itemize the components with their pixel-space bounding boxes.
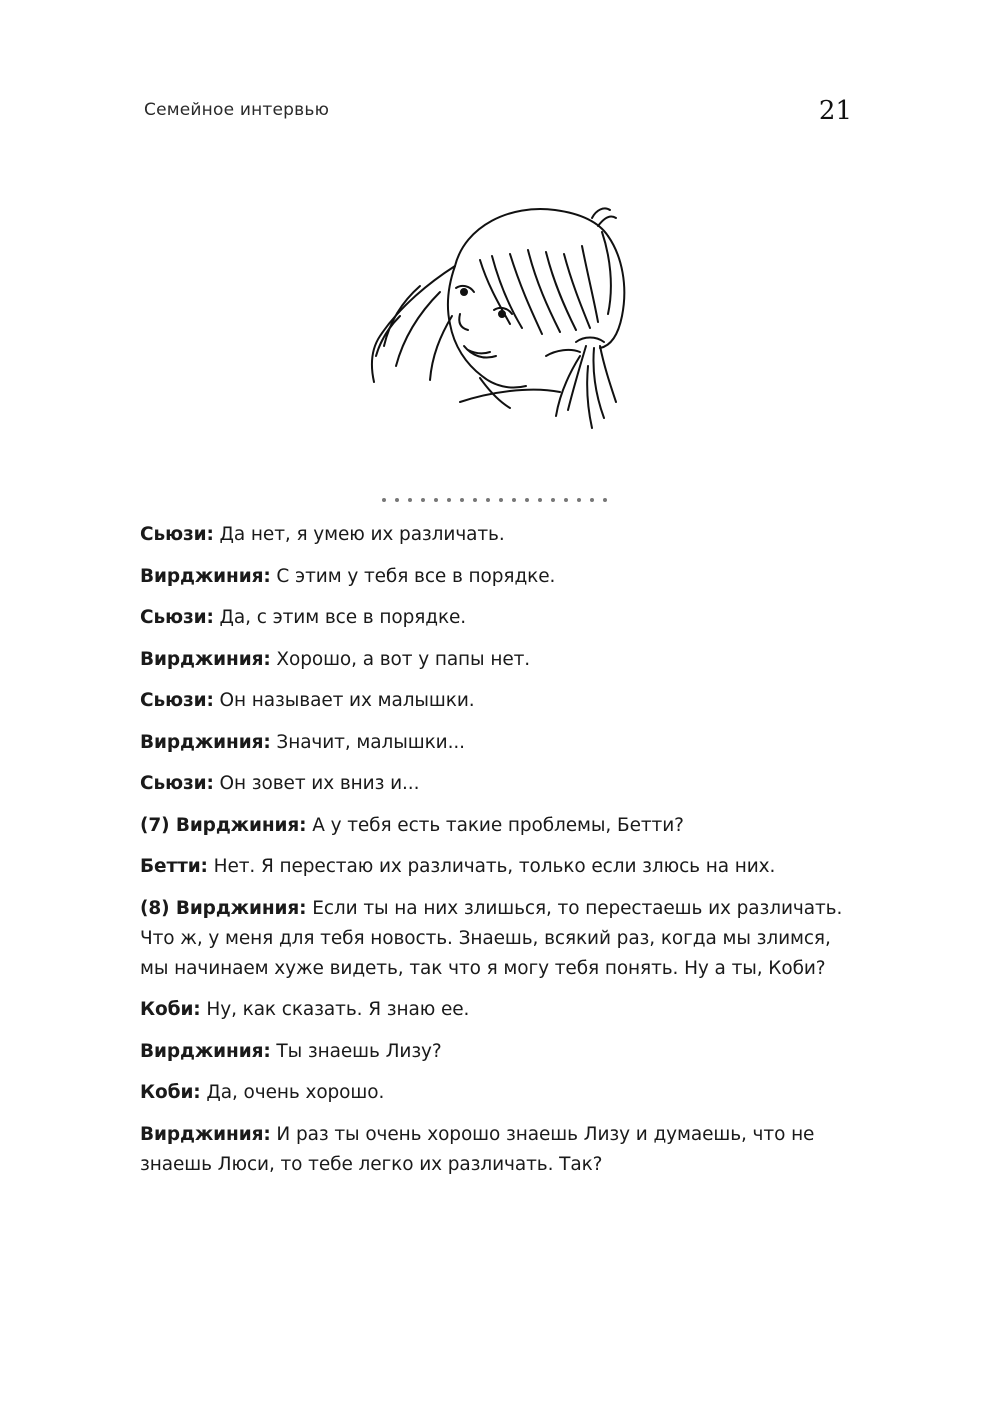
speaker-name: (8) Вирджиния:	[140, 897, 307, 919]
dotted-divider	[378, 490, 618, 500]
speaker-name: Вирджиния:	[140, 1040, 271, 1062]
speech-text: Нет. Я перестаю их различать, только если злюсь на них.	[207, 856, 776, 877]
speaker-name: Вирджиния:	[140, 1123, 271, 1145]
dialogue-line	[140, 995, 860, 1025]
page-number: 21	[818, 96, 852, 126]
speech-text: А у тебя есть такие проблемы, Бетти?	[306, 814, 684, 836]
dialogue-line	[140, 562, 860, 592]
dialogue-line	[140, 1120, 860, 1180]
speaker-name: Бетти:	[140, 856, 208, 877]
girl-portrait-drawing-icon	[360, 196, 640, 436]
speech-text: Да нет, я умею их различать.	[213, 524, 505, 545]
running-title: Семейное интервью	[144, 100, 330, 120]
speech-text: Он зовет их вниз и...	[213, 773, 420, 794]
speaker-name: (7) Вирджиния:	[140, 814, 307, 836]
dialogue-line	[140, 852, 860, 882]
dialogue-line	[140, 894, 860, 984]
dialogue-line	[140, 603, 860, 633]
speech-text: Он называет их малышки.	[213, 690, 475, 711]
dialogue-line	[140, 686, 860, 716]
dialogue-line	[140, 769, 860, 799]
dialogue-line	[140, 811, 860, 841]
speech-text: С этим у тебя все в порядке.	[270, 565, 556, 587]
speaker-name: Коби:	[140, 999, 201, 1020]
dialogue-line	[140, 1078, 860, 1108]
speech-text: Да, с этим все в порядке.	[213, 607, 467, 628]
dialogue-line	[140, 728, 860, 758]
speaker-name: Вирджиния:	[140, 648, 271, 670]
dialogue-line	[140, 645, 860, 675]
speaker-name: Сьюзи:	[140, 524, 214, 545]
speaker-name: Сьюзи:	[140, 607, 214, 628]
speaker-name: Сьюзи:	[140, 690, 214, 711]
speaker-name: Сьюзи:	[140, 773, 214, 794]
speech-text: Да, очень хорошо.	[200, 1082, 385, 1103]
speech-text: Ты знаешь Лизу?	[270, 1040, 442, 1062]
speech-text: Значит, малышки...	[270, 731, 465, 753]
speaker-name: Вирджиния:	[140, 731, 271, 753]
speech-text: Если ты на них злишься, то перестаешь их различать. Что ж, у меня для тебя новость. Знаешь, всякий раз, когда мы злимся, мы начинаем хуже видеть, так что я могу тебя понять. Ну а ты, Коби?	[140, 897, 843, 979]
speaker-name: Коби:	[140, 1082, 201, 1103]
dialogue-line	[140, 1037, 860, 1067]
speech-text: И раз ты очень хорошо знаешь Лизу и думаешь, что не знаешь Люси, то тебе легко их различать. Так?	[140, 1123, 815, 1175]
speaker-name: Вирджиния:	[140, 565, 271, 587]
speech-text: Хорошо, а вот у папы нет.	[270, 648, 531, 670]
dialogue-line	[140, 520, 860, 550]
speech-text: Ну, как сказать. Я знаю ее.	[200, 999, 470, 1020]
dialogue-transcript	[140, 520, 860, 1191]
